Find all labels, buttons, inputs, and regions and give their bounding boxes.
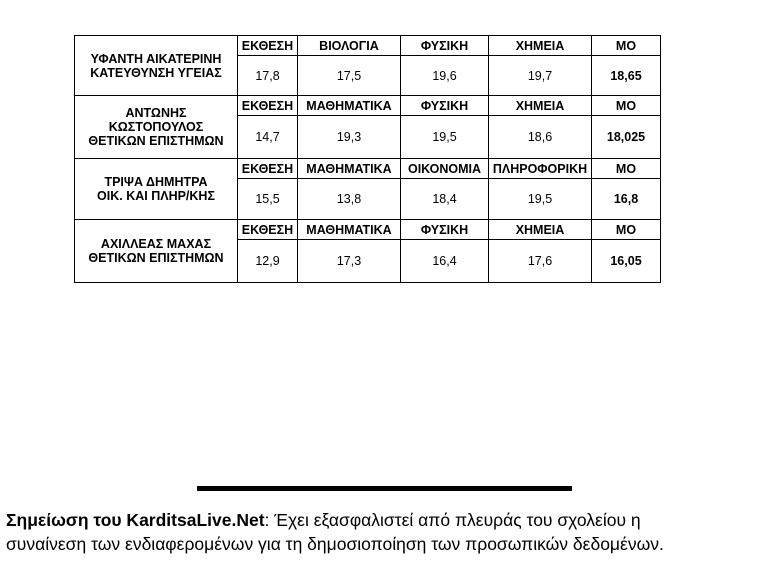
student-stream: ΘΕΤΙΚΩΝ ΕΠΙΣΤΗΜΩΝ bbox=[88, 134, 224, 148]
subject-header: ΜΑΘΗΜΑΤΙΚΑ bbox=[298, 220, 401, 240]
grade-cell: 19,7 bbox=[489, 56, 592, 96]
student-name-cell bbox=[75, 96, 238, 159]
note-line-2: συναίνεση των ενδιαφερομένων για τη δημοσιοποίηση των προσωπικών δεδομένων. bbox=[6, 534, 664, 554]
subject-header: ΧΗΜΕΙΑ bbox=[489, 220, 592, 240]
privacy-note bbox=[6, 508, 776, 556]
subject-header: ΦΥΣΙΚΗ bbox=[401, 220, 489, 240]
grades-table bbox=[74, 35, 661, 283]
subject-header: ΦΥΣΙΚΗ bbox=[401, 96, 489, 116]
student-stream: ΘΕΤΙΚΩΝ ΕΠΙΣΤΗΜΩΝ bbox=[88, 251, 224, 265]
subject-header: ΕΚΘΕΣΗ bbox=[238, 36, 298, 56]
average-header: ΜΟ bbox=[592, 220, 661, 240]
grade-cell: 14,7 bbox=[238, 116, 298, 159]
average-cell: 18,025 bbox=[592, 116, 661, 159]
grade-cell: 12,9 bbox=[238, 240, 298, 283]
subject-header: ΕΚΘΕΣΗ bbox=[238, 220, 298, 240]
subject-header: ΧΗΜΕΙΑ bbox=[489, 36, 592, 56]
grade-cell: 17,3 bbox=[298, 240, 401, 283]
student-name: ΑΝΤΩΝΗΣ ΚΩΣΤΟΠΟΥΛΟΣ bbox=[108, 106, 204, 134]
grade-cell: 18,6 bbox=[489, 116, 592, 159]
grade-cell: 17,8 bbox=[238, 56, 298, 96]
subject-header: ΜΑΘΗΜΑΤΙΚΑ bbox=[298, 159, 401, 179]
subject-header-row bbox=[75, 36, 661, 56]
student-name-cell bbox=[75, 159, 238, 220]
subject-header: ΕΚΘΕΣΗ bbox=[238, 159, 298, 179]
student-name: ΑΧΙΛΛΕΑΣ ΜΑΧΑΣ bbox=[100, 237, 212, 251]
subject-header-row bbox=[75, 96, 661, 116]
grade-cell: 18,4 bbox=[401, 179, 489, 220]
note-text-1: : Έχει εξασφαλιστεί από πλευράς του σχολείου η bbox=[264, 510, 641, 530]
subject-header: ΟΙΚΟΝΟΜΙΑ bbox=[401, 159, 489, 179]
subject-header: ΜΑΘΗΜΑΤΙΚΑ bbox=[298, 96, 401, 116]
grade-cell: 16,4 bbox=[401, 240, 489, 283]
student-stream: ΟΙΚ. ΚΑΙ ΠΛΗΡ/ΚΗΣ bbox=[97, 189, 215, 203]
note-label: Σημείωση του KarditsaLive.Net bbox=[6, 510, 265, 530]
student-name-cell bbox=[75, 220, 238, 283]
note-line-1 bbox=[6, 508, 776, 532]
grade-cell: 15,5 bbox=[238, 179, 298, 220]
average-header: ΜΟ bbox=[592, 36, 661, 56]
grade-cell: 17,6 bbox=[489, 240, 592, 283]
grade-cell: 17,5 bbox=[298, 56, 401, 96]
student-name: ΤΡΙΨΑ ΔΗΜΗΤΡΑ bbox=[104, 175, 208, 189]
average-cell: 16,05 bbox=[592, 240, 661, 283]
grade-cell: 19,5 bbox=[401, 116, 489, 159]
subject-header-row bbox=[75, 159, 661, 179]
subject-header: ΠΛΗΡΟΦΟΡΙΚΗ bbox=[489, 159, 592, 179]
subject-header-row bbox=[75, 220, 661, 240]
subject-header: ΦΥΣΙΚΗ bbox=[401, 36, 489, 56]
grade-cell: 19,6 bbox=[401, 56, 489, 96]
separator-rule bbox=[197, 486, 572, 491]
student-name: ΥΦΑΝΤΗ ΑΙΚΑΤΕΡΙΝΗ bbox=[90, 51, 222, 66]
subject-header: ΒΙΟΛΟΓΙΑ bbox=[298, 36, 401, 56]
grade-cell: 19,3 bbox=[298, 116, 401, 159]
average-cell: 16,8 bbox=[592, 179, 661, 220]
student-stream: ΚΑΤΕΥΘΥΝΣΗ ΥΓΕΙΑΣ bbox=[90, 65, 222, 80]
average-cell: 18,65 bbox=[592, 56, 661, 96]
student-name-cell bbox=[75, 36, 238, 96]
average-header: ΜΟ bbox=[592, 96, 661, 116]
subject-header: ΕΚΘΕΣΗ bbox=[238, 96, 298, 116]
grade-cell: 13,8 bbox=[298, 179, 401, 220]
grade-cell: 19,5 bbox=[489, 179, 592, 220]
average-header: ΜΟ bbox=[592, 159, 661, 179]
subject-header: ΧΗΜΕΙΑ bbox=[489, 96, 592, 116]
